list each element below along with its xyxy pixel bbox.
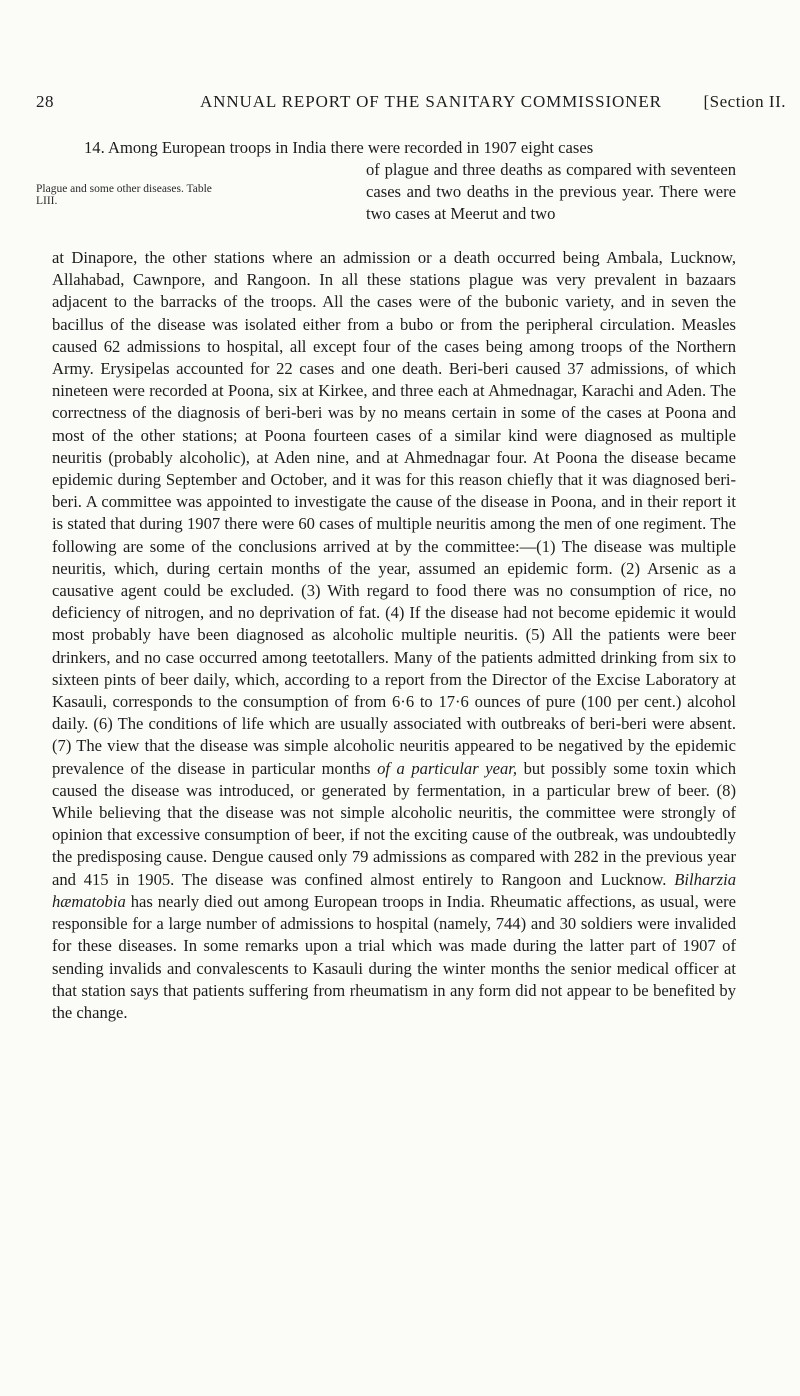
page-number: 28 [36,92,54,111]
italic-phrase-particular-year: of a particular year, [377,758,518,778]
body-text-part-3: has nearly died out among European troops in India. Rheumatic affections, as usual, were responsible for a large number of admissions to hospital (namely, 744) and 30 soldiers were invalided for these diseases. In some remarks upon a trial which was made during the latter part of 1907 of sending invalids and convalescents to Kasauli during the winter months the senior medical officer at that station says that patients suffering from rheumatism in any form did not appear to be benefited by the change. [52,891,736,1022]
running-title: ANNUAL REPORT OF THE SANITARY COMMISSIONER [200,92,662,111]
paragraph-body [52,247,736,1024]
paragraph-lead [84,137,736,159]
paragraph-lead-text: 14. Among European troops in India there were recorded in 1907 eight cases [84,138,594,157]
body-text-part-2: but possibly some toxin which caused the disease was introduced, or generated by fermentation, in a particular brew of beer. (8) While believing that the disease was not simple alcoholic neuritis, the committee were strongly of opinion that excessive consumption of beer, if not the exciting cause of the outbreak, was undoubtedly the predisposing cause. Dengue caused only 79 admissions as compared with 282 in the previous year and 415 in 1905. The disease was confined almost entirely to Rangoon and Lucknow. [52,758,737,889]
body-text-part-1: at Dinapore, the other stations where an admission or a death occurred being Ambala, Lucknow, Allahabad, Cawnpore, and Rangoon. In all these stations plague was very prevalent in bazaars adjacent to the barracks of the troops. All the cases were of the bubonic variety, and in seven the bacillus of the disease was isolated either from a bubo or from the peripheral circulation. Measles caused 62 admissions to hospital, all except four of the cases being among troops of the Northern Army. Erysipelas accounted for 22 cases and one death. Beri-beri caused 37 admissions, of which nineteen were recorded at Poona, six at Kirkee, and three each at Ahmednagar, Karachi and Aden. The correctness of the diagnosis of beri-beri was by no means certain in some of the cases at Poona and most of the other stations; at Poona fourteen cases of a similar kind were diagnosed as multiple neuritis (probably alcoholic), at Aden nine, and at Ahmednagar four. At Poona the disease became epidemic during September and October, and it was for this reason chiefly that it was diagnosed beri-beri. A committee was appointed to investigate the cause of the disease in Poona, and in their report it is stated that during 1907 there were 60 cases of multiple neuritis among the men of one regiment. The following are some of the conclusions arrived at by the committee:—(1) The disease was multiple neuritis, which, during certain months of the year, assumed an epidemic form. (2) Arsenic as a causative agent could be excluded. (3) With regard to food there was no consumption of rice, no deficiency of nitrogen, and no deprivation of fat. (4) If the disease had not become epidemic it would most probably have been diagnosed as alcoholic multiple neuritis. (5) All the patients were beer drinkers, and no case occurred among teetotallers. Many of the patients admitted drinking from six to sixteen pints of beer daily, which, according to a report from the Director of the Excise Laboratory at Kasauli, corresponds to the consumption of from 6·6 to 17·6 ounces of pure (100 per cent.) alcohol daily. (6) The conditions of life which are usually associated with outbreaks of beri-beri were absent. (7) The view that the disease was simple alcoholic neuritis appeared to be negatived by the epidemic prevalence of the disease in particular months [52,248,736,778]
italic-term-bilharzia: Bilharzia hæmatobia [52,869,736,911]
paragraph-hanging-text: of plague and three deaths as compared with seventeen cases and two deaths in the previous year. There were two cases at Meerut and two [366,160,736,224]
margin-note: Plague and some other diseases. Table LIII. [36,183,212,207]
section-reference: [Section II. [703,92,786,111]
page-header [36,92,786,116]
